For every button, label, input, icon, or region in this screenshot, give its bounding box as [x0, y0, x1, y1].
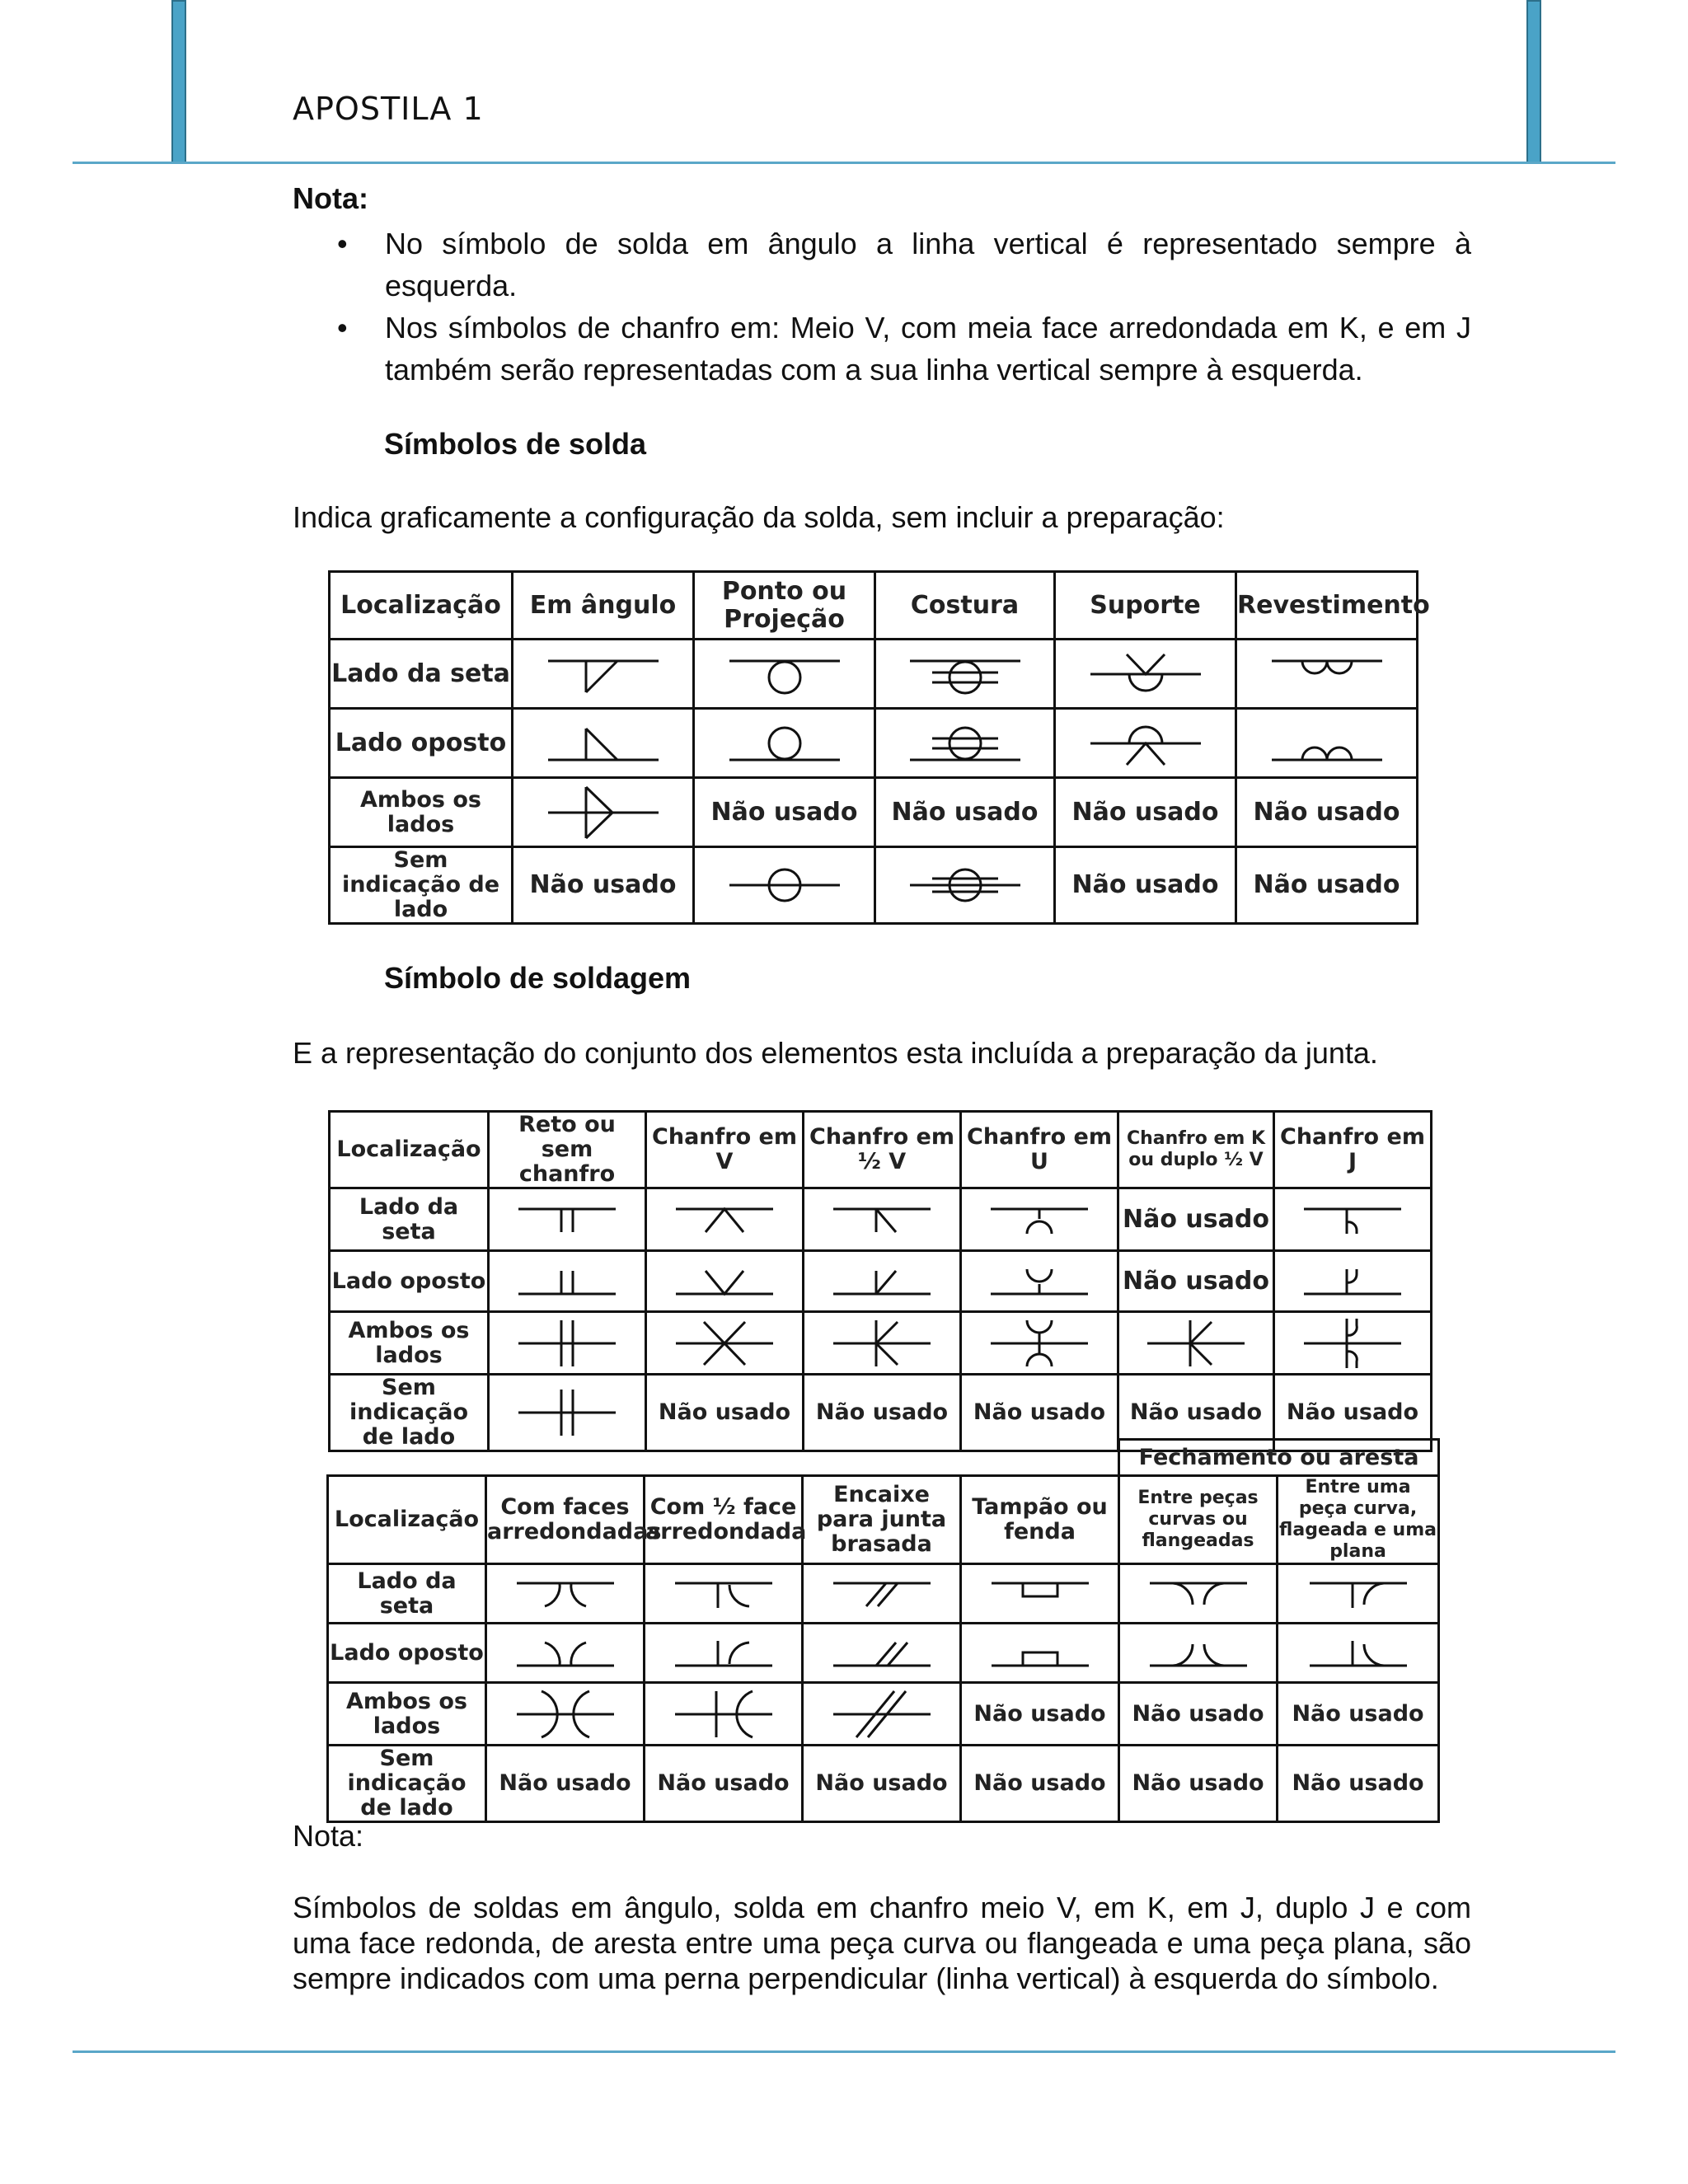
section-intro-simbolo-soldagem: E a representação do conjunto dos elementos esta incluída a preparação da junta.	[293, 1036, 1378, 1070]
col-header: Chanfro em U	[961, 1112, 1118, 1188]
table-cell-not-used: Não usado	[961, 1746, 1119, 1822]
flare-v-other-icon	[512, 1633, 619, 1674]
corner-flange-arrow-icon	[1305, 1573, 1412, 1615]
row-header: Ambos os lados	[330, 1312, 489, 1375]
groove-symbols-table	[328, 1110, 1432, 1452]
col-header: Entre peças curvas ou flangeadas	[1119, 1476, 1278, 1564]
table-cell	[489, 1251, 646, 1312]
table-cell	[486, 1564, 645, 1624]
table-cell	[961, 1251, 1118, 1312]
table-cell-not-used: Não usado	[1119, 1683, 1278, 1746]
nota-item: • Nos símbolos de chanfro em: Meio V, com meia face arredondada em K, e em J também serão representadas com a sua linha vertical sempre à esquerda.	[293, 307, 1471, 391]
table-cell	[1055, 640, 1236, 709]
table-cell	[486, 1683, 645, 1746]
flare-edge-symbols-table	[326, 1438, 1440, 1823]
table-cell-not-used: Não usado	[961, 1375, 1118, 1451]
row-header: Ambos os lados	[330, 778, 513, 847]
header-bar-left	[171, 0, 186, 163]
row-header: Lado oposto	[328, 1624, 486, 1683]
square-other-icon	[513, 1261, 621, 1302]
table-cell-not-used: Não usado	[1236, 847, 1418, 924]
table-cell	[645, 1683, 803, 1746]
table-cell	[645, 1564, 803, 1624]
row-header: Lado oposto	[330, 1251, 489, 1312]
section-intro-simbolos-solda: Indica graficamente a configuração da solda, sem incluir a preparação:	[293, 500, 1225, 534]
header-rule	[73, 162, 1615, 164]
flare-bevel-arrow-icon	[670, 1573, 777, 1615]
table-cell	[513, 778, 694, 847]
table-cell	[513, 640, 694, 709]
plug-slot-other-icon	[987, 1633, 1094, 1674]
table-cell-not-used: Não usado	[961, 1683, 1119, 1746]
row-header: Lado da seta	[328, 1564, 486, 1624]
nota2-text: Símbolos de soldas em ângulo, solda em chanfro meio V, em K, em J, duplo J e com uma face redonda, de aresta entre uma peça curva ou flangeada e uma peça plana, são sempre indicados com uma perna perpendicular (linha vertical) à esquerda do símbolo.	[293, 1891, 1471, 1995]
col-header: Localização	[328, 1476, 486, 1564]
nota-item: • No símbolo de solda em ângulo a linha vertical é representado sempre à esquerda.	[293, 223, 1471, 307]
table-cell	[1273, 1251, 1431, 1312]
table-cell	[961, 1312, 1118, 1375]
table-cell	[486, 1624, 645, 1683]
spot-none-icon	[723, 860, 846, 910]
table-cell	[1055, 709, 1236, 778]
fillet-arrow-icon	[542, 649, 665, 699]
col-header: Reto ou sem chanfro	[489, 1112, 646, 1188]
footer-rule	[73, 2050, 1615, 2053]
table-cell	[694, 640, 875, 709]
col-header: Chanfro em K ou duplo ½ V	[1118, 1112, 1274, 1188]
row-header: Sem indicação de lado	[330, 1375, 489, 1451]
table-cell-not-used: Não usado	[513, 847, 694, 924]
table-cell-not-used: Não usado	[1273, 1375, 1431, 1451]
table-cell	[803, 1564, 961, 1624]
group-header-fechamento: Fechamento ou aresta	[1119, 1440, 1439, 1476]
x-groove-both-icon	[671, 1317, 778, 1370]
square-none-icon	[513, 1386, 621, 1439]
table-cell-not-used: Não usado	[1118, 1375, 1274, 1451]
header-bar-right	[1526, 0, 1541, 163]
bevel-arrow-icon	[828, 1199, 935, 1240]
col-header: Tampão ou fenda	[961, 1476, 1119, 1564]
flare-v-both-icon	[512, 1688, 619, 1741]
surfacing-other-icon	[1265, 719, 1389, 768]
table-cell-not-used: Não usado	[1118, 1251, 1274, 1312]
brazed-joint-both-icon	[828, 1688, 935, 1741]
table-cell	[875, 709, 1055, 778]
spot-other-icon	[723, 719, 846, 768]
j-groove-other-icon	[1299, 1261, 1406, 1302]
flare-bevel-both-icon	[670, 1688, 777, 1741]
table-cell	[961, 1188, 1118, 1251]
section-title-simbolo-soldagem: Símbolo de soldagem	[384, 961, 692, 995]
flare-bevel-other-icon	[670, 1633, 777, 1674]
table-cell	[694, 709, 875, 778]
table-cell-not-used: Não usado	[1278, 1683, 1439, 1746]
double-j-both-icon	[1299, 1317, 1406, 1370]
nota-label: Nota:	[293, 181, 368, 215]
table-cell-not-used: Não usado	[694, 778, 875, 847]
square-both-icon	[513, 1317, 621, 1370]
brazed-joint-other-icon	[828, 1633, 935, 1674]
table-cell	[1278, 1564, 1439, 1624]
backing-arrow-icon	[1084, 649, 1207, 699]
section-title-simbolos-solda: Símbolos de solda	[384, 427, 647, 461]
edge-flange-other-icon	[1145, 1633, 1252, 1674]
row-header: Ambos os lados	[328, 1683, 486, 1746]
col-header: Entre uma peça curva, flageada e uma plana	[1278, 1476, 1439, 1564]
row-header: Lado da seta	[330, 1188, 489, 1251]
page-header-title: APOSTILA 1	[293, 91, 484, 127]
table-cell	[646, 1251, 804, 1312]
table-cell-not-used: Não usado	[1118, 1188, 1274, 1251]
table-cell-not-used: Não usado	[803, 1746, 961, 1822]
bevel-other-icon	[828, 1261, 935, 1302]
table-cell	[804, 1312, 961, 1375]
table-cell	[1278, 1624, 1439, 1683]
col-header: Suporte	[1055, 572, 1236, 640]
j-groove-arrow-icon	[1299, 1199, 1406, 1240]
backing-other-icon	[1084, 719, 1207, 768]
spot-arrow-icon	[723, 649, 846, 699]
surfacing-arrow-icon	[1265, 649, 1389, 699]
seam-none-icon	[903, 860, 1027, 910]
edge-flange-arrow-icon	[1145, 1573, 1252, 1615]
table-cell	[489, 1312, 646, 1375]
col-header: Encaixe para junta brasada	[803, 1476, 961, 1564]
seam-arrow-icon	[903, 649, 1027, 699]
table-cell-not-used: Não usado	[646, 1375, 804, 1451]
table-cell-not-used: Não usado	[1278, 1746, 1439, 1822]
table-cell	[1118, 1312, 1274, 1375]
fillet-other-icon	[542, 719, 665, 768]
fillet-both-icon	[542, 784, 665, 841]
table-cell	[489, 1188, 646, 1251]
nota2-label: Nota:	[293, 1819, 364, 1853]
table-cell	[1119, 1564, 1278, 1624]
table-cell-not-used: Não usado	[1119, 1746, 1278, 1822]
k-groove-both-icon	[828, 1317, 935, 1370]
v-groove-other-icon	[671, 1261, 778, 1302]
col-header: Localização	[330, 572, 513, 640]
table-cell	[1236, 709, 1418, 778]
table-cell	[804, 1251, 961, 1312]
table-cell-not-used: Não usado	[486, 1746, 645, 1822]
table-cell	[803, 1624, 961, 1683]
col-header: Chanfro em ½ V	[804, 1112, 961, 1188]
v-groove-arrow-icon	[671, 1199, 778, 1240]
table-cell	[645, 1624, 803, 1683]
col-header: Localização	[330, 1112, 489, 1188]
u-groove-arrow-icon	[986, 1199, 1093, 1240]
row-header: Lado oposto	[330, 709, 513, 778]
col-header: Costura	[875, 572, 1055, 640]
table-cell	[1236, 640, 1418, 709]
table-cell-not-used: Não usado	[875, 778, 1055, 847]
plug-slot-arrow-icon	[987, 1573, 1094, 1615]
row-header: Sem indicação de lado	[330, 847, 513, 924]
u-groove-other-icon	[986, 1261, 1093, 1302]
col-header: Com faces arredondadas	[486, 1476, 645, 1564]
seam-other-icon	[903, 719, 1027, 768]
table-cell	[961, 1564, 1119, 1624]
table-cell	[961, 1624, 1119, 1683]
row-header: Lado da seta	[330, 640, 513, 709]
table-cell-not-used: Não usado	[804, 1375, 961, 1451]
table-cell	[513, 709, 694, 778]
table-cell	[1273, 1312, 1431, 1375]
square-arrow-icon	[513, 1199, 621, 1240]
table-cell	[646, 1188, 804, 1251]
table-cell-not-used: Não usado	[1055, 778, 1236, 847]
table-cell-not-used: Não usado	[645, 1746, 803, 1822]
table-cell-not-used: Não usado	[1055, 847, 1236, 924]
table-cell	[875, 640, 1055, 709]
double-u-both-icon	[986, 1317, 1093, 1370]
table-cell	[1119, 1624, 1278, 1683]
table-cell-not-used: Não usado	[1236, 778, 1418, 847]
table-cell	[1273, 1188, 1431, 1251]
table-cell	[646, 1312, 804, 1375]
col-header: Chanfro em V	[646, 1112, 804, 1188]
weld-symbols-table	[328, 570, 1430, 925]
k-double-bevel-both-icon	[1142, 1317, 1250, 1370]
table-cell	[803, 1683, 961, 1746]
table-cell	[804, 1188, 961, 1251]
row-header: Sem indicação de lado	[328, 1746, 486, 1822]
table-cell	[694, 847, 875, 924]
col-header: Ponto ou Projeção	[694, 572, 875, 640]
flare-v-arrow-icon	[512, 1573, 619, 1615]
col-header: Em ângulo	[513, 572, 694, 640]
col-header: Chanfro em J	[1273, 1112, 1431, 1188]
table-cell	[875, 847, 1055, 924]
col-header: Revestimento	[1236, 572, 1418, 640]
brazed-joint-arrow-icon	[828, 1573, 935, 1615]
col-header: Com ½ face arredondada	[645, 1476, 803, 1564]
corner-flange-other-icon	[1305, 1633, 1412, 1674]
nota-list	[293, 223, 1471, 391]
